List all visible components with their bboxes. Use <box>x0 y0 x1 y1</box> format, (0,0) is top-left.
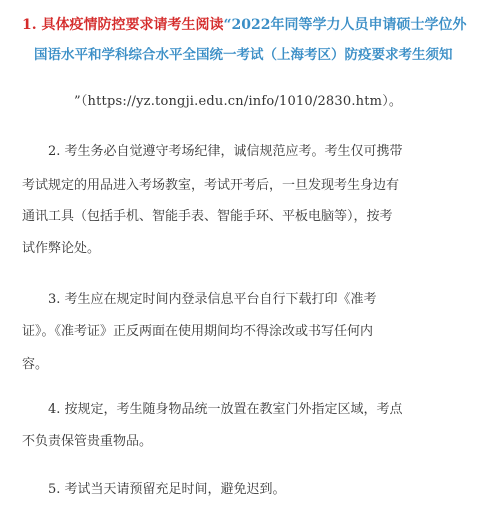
item-5-line-1: 5. 考试当天请预留充足时间，避免迟到。 <box>48 482 286 497</box>
heading-number: 1. <box>22 17 37 33</box>
item-4-line-1: 4. 按规定，考生随身物品统一放置在教室门外指定区域，考点 <box>48 402 403 417</box>
item-2-line-3: 通讯工具（包括手机、智能手表、智能手环、平板电脑等），按考 <box>22 209 393 224</box>
heading-link-line[interactable]: ”（https://yz.tongji.edu.cn/info/1010/2830.htm）。 <box>74 94 403 109</box>
item-2-line-4: 试作弊论处。 <box>22 241 101 256</box>
heading-line-1 <box>22 16 481 34</box>
item-4-line-2: 不负责保管贵重物品。 <box>22 434 153 449</box>
item-2-line-1: 2. 考生务必自觉遵守考场纪律，诚信规范应考。考生仅可携带 <box>48 144 403 159</box>
item-3-line-1: 3. 考生应在规定时间内登录信息平台自行下载打印《准考 <box>48 292 377 307</box>
item-2-line-2: 考试规定的用品进入考场教室，考试开考后，一旦发现考生身边有 <box>22 178 400 193</box>
heading-red-text: 具体疫情防控要求请考生阅读 <box>41 17 224 33</box>
item-3-line-2: 证》。《准考证》正反两面在使用期间均不得涂改或书写任何内 <box>22 324 374 339</box>
heading-blue-text-1: “2022年同等学力人员申请硕士学位外 <box>223 17 467 33</box>
heading-line-2: 国语水平和学科综合水平全国统一考试（上海考区）防疫要求考生须知 <box>34 47 453 63</box>
item-3-line-3: 容。 <box>22 357 49 372</box>
